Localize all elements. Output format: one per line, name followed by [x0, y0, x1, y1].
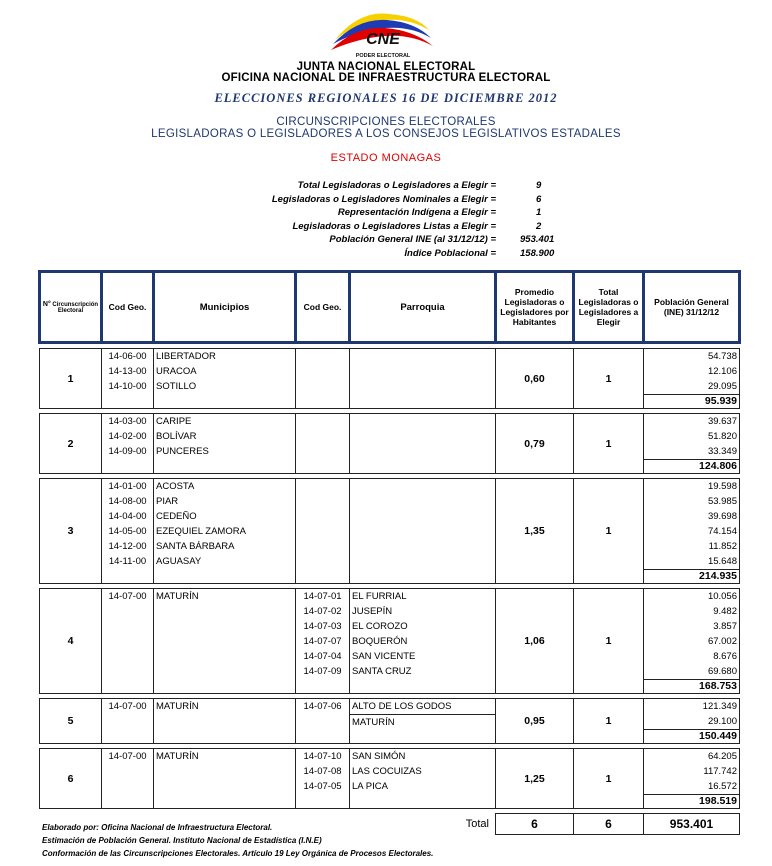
poblacion-value-cell — [644, 749, 740, 809]
table-row — [40, 349, 740, 409]
parroquia-cod-geo: 14-07-08 — [303, 766, 342, 777]
poblacion-subtotal: 124.806 — [644, 459, 739, 473]
logo-subtext: PODER ELECTORAL — [355, 53, 411, 59]
parroquia-cod-geo-cell — [296, 479, 350, 584]
summary-value: 953.401 — [520, 234, 555, 245]
poblacion-subtotal: 95.939 — [644, 394, 739, 408]
poblacion-value: 19.598 — [707, 481, 737, 492]
poblacion-value-cell — [644, 589, 740, 694]
municipio: PUNCERES — [156, 446, 209, 457]
poblacion-value-cell — [644, 414, 740, 474]
circunscripcion-number: 1 — [40, 349, 102, 409]
poblacion-subtotal: 198.519 — [644, 794, 739, 808]
parroquia: ALTO DE LOS GODOS — [350, 699, 495, 715]
cod-geo-cell — [102, 414, 154, 474]
municipio-cell — [154, 749, 296, 809]
poblacion-value: 67.002 — [707, 636, 737, 647]
promedio-value: 1,35 — [496, 479, 574, 584]
poblacion-value: 11.852 — [708, 541, 737, 552]
cod-geo: 14-05-00 — [108, 526, 147, 537]
poblacion-value: 117.742 — [703, 766, 737, 777]
col-cod-geo: Cod Geo. — [102, 272, 154, 343]
municipio: CARIPE — [156, 416, 192, 427]
promedio-value: 1,06 — [496, 589, 574, 694]
cod-geo: 14-04-00 — [108, 511, 147, 522]
parroquia-cod-geo: 14-07-09 — [303, 666, 342, 677]
parroquia: SAN VICENTE — [352, 651, 416, 662]
summary-label: Representación Indígena a Elegir = — [337, 207, 496, 218]
cod-geo: 14-07-00 — [108, 701, 147, 712]
cod-geo: 14-08-00 — [108, 496, 147, 507]
poblacion-value: 74.154 — [707, 526, 737, 537]
total-promedio: 6 — [496, 814, 574, 835]
summary-label: Índice Poblacional = — [404, 248, 496, 259]
footer-line3: Conformación de las Circunscripciones Electorales. Artículo 19 Ley Orgánica de Procesos Electorales. — [42, 849, 434, 858]
parroquia: MATURÍN — [352, 717, 395, 728]
circunscripcion-number: 6 — [40, 749, 102, 809]
summary-value: 158.900 — [520, 248, 555, 259]
parroquia-cod-geo: 14-07-03 — [303, 621, 342, 632]
municipio: LIBERTADOR — [156, 351, 216, 362]
municipio-cell — [154, 349, 296, 409]
summary-label: Población General INE (al 31/12/12) = — [329, 234, 496, 245]
footer-line2: Estimación de Población General. Instituto Nacional de Estadística (I.N.E) — [42, 836, 322, 845]
municipio: SANTA BÁRBARA — [156, 541, 235, 552]
cod-geo: 14-10-00 — [108, 381, 147, 392]
cod-geo: 14-02-00 — [108, 431, 147, 442]
table-row — [40, 699, 740, 744]
circunscripcion-number: 3 — [40, 479, 102, 584]
cod-geo-cell — [102, 749, 154, 809]
cod-geo: 14-07-00 — [108, 591, 147, 602]
total-value: 1 — [574, 414, 644, 474]
cod-geo-cell — [102, 349, 154, 409]
header-line1: JUNTA NACIONAL ELECTORAL — [296, 61, 476, 73]
summary-value: 6 — [536, 194, 542, 205]
poblacion-subtotal: 168.753 — [644, 679, 739, 693]
municipio: CEDEÑO — [156, 511, 197, 522]
cod-geo: 14-06-00 — [108, 351, 147, 362]
municipio: MATURÍN — [156, 591, 199, 602]
summary-value: 1 — [536, 207, 542, 218]
cod-geo: 14-12-00 — [108, 541, 147, 552]
poblacion-value-cell — [644, 699, 740, 744]
table-row — [40, 589, 740, 694]
table-row — [40, 479, 740, 584]
cod-geo: 14-09-00 — [108, 446, 147, 457]
parroquia-cod-geo-cell — [296, 414, 350, 474]
circunscripciones-table — [38, 270, 741, 835]
summary-label: Total Legisladoras o Legisladores a Elegir = — [297, 180, 496, 191]
poblacion-value: 12.106 — [707, 366, 737, 377]
municipio: URACOA — [156, 366, 197, 377]
table-row — [40, 414, 740, 474]
col-promedio: Promedio Legisladoras o Legisladores por Habitantes — [496, 272, 574, 343]
parroquia-cell — [350, 699, 496, 744]
poblacion-value: 39.637 — [707, 416, 737, 427]
summary-value: 9 — [536, 180, 542, 191]
poblacion-subtotal: 150.449 — [644, 729, 739, 743]
col-circunscripcion: N° Circunscripción Electoral — [40, 272, 102, 343]
poblacion-value: 53.985 — [707, 496, 737, 507]
parroquia-cod-geo-cell — [296, 589, 350, 694]
circunscripcion-number: 2 — [40, 414, 102, 474]
poblacion-value: 15.648 — [707, 556, 737, 567]
cod-geo-cell — [102, 589, 154, 694]
total-label: Total — [465, 818, 489, 830]
poblacion-value: 29.095 — [707, 381, 737, 392]
parroquia: LAS COCUIZAS — [352, 766, 422, 777]
poblacion-value: 121.349 — [702, 701, 737, 712]
col-cod-geo-2: Cod Geo. — [296, 272, 350, 343]
poblacion-value: 16.572 — [707, 781, 737, 792]
parroquia: EL FURRIAL — [352, 591, 407, 602]
parroquia-cod-geo: 14-07-04 — [303, 651, 342, 662]
municipio: MATURÍN — [156, 701, 199, 712]
poblacion-value: 9.482 — [713, 606, 737, 617]
total-poblacion: 953.401 — [644, 814, 740, 835]
state-title: ESTADO MONAGAS — [330, 152, 442, 164]
cne-logo — [329, 8, 437, 60]
poblacion-value: 10.056 — [707, 591, 737, 602]
cod-geo: 14-01-00 — [108, 481, 147, 492]
parroquia-cod-geo-cell — [296, 699, 350, 744]
parroquia-cod-geo: 14-07-10 — [303, 751, 342, 762]
poblacion-value: 54.738 — [707, 351, 737, 362]
poblacion-value: 33.349 — [707, 446, 737, 457]
summary-value: 2 — [536, 221, 542, 232]
parroquia-cod-geo: 14-07-07 — [303, 636, 342, 647]
parroquia-cod-geo-cell — [296, 749, 350, 809]
municipio-cell — [154, 479, 296, 584]
circunscripcion-number: 4 — [40, 589, 102, 694]
parroquia-cell — [350, 479, 496, 584]
parroquia: SANTA CRUZ — [352, 666, 412, 677]
parroquia: LA PICA — [352, 781, 388, 792]
poblacion-value: 64.205 — [707, 751, 737, 762]
total-value: 1 — [574, 479, 644, 584]
cod-geo: 14-11-00 — [108, 556, 147, 567]
header-line2: OFICINA NACIONAL DE INFRAESTRUCTURA ELECTORAL — [221, 72, 551, 84]
summary-label: Legisladoras o Legisladores Listas a Elegir = — [292, 221, 496, 232]
parroquia: BOQUERÓN — [352, 636, 408, 647]
parroquia: EL COROZO — [352, 621, 408, 632]
summary-label: Legisladoras o Legisladores Nominales a Elegir = — [271, 194, 496, 205]
circunscripcion-number: 5 — [40, 699, 102, 744]
col-total: Total Legisladoras o Legisladores a Elegir — [574, 272, 644, 343]
total-legisladores: 6 — [574, 814, 644, 835]
poblacion-value: 69.680 — [707, 666, 737, 677]
poblacion-value: 8.676 — [713, 651, 737, 662]
municipio: ACOSTA — [156, 481, 195, 492]
parroquia: SAN SIMÓN — [352, 751, 406, 762]
municipio: EZEQUIEL ZAMORA — [156, 526, 246, 537]
parroquia-cell — [350, 414, 496, 474]
col-poblacion: Población General (INE) 31/12/12 — [644, 272, 740, 343]
parroquia-cod-geo: 14-07-01 — [303, 591, 342, 602]
municipio-cell — [154, 699, 296, 744]
poblacion-value: 39.698 — [707, 511, 737, 522]
cod-geo: 14-13-00 — [108, 366, 147, 377]
poblacion-value: 29.100 — [707, 716, 737, 727]
subtitle-line2: LEGISLADORAS O LEGISLADORES A LOS CONSEJOS LEGISLATIVOS ESTADALES — [151, 128, 621, 140]
total-value: 1 — [574, 349, 644, 409]
poblacion-value-cell — [644, 479, 740, 584]
parroquia-cod-geo: 14-07-05 — [303, 781, 342, 792]
municipio: MATURÍN — [156, 751, 199, 762]
poblacion-value: 3.857 — [713, 621, 737, 632]
parroquia-cell — [350, 349, 496, 409]
table-row — [40, 749, 740, 809]
municipio: BOLÍVAR — [156, 431, 197, 442]
subtitle-line1: CIRCUNSCRIPCIONES ELECTORALES — [276, 116, 496, 128]
municipio-cell — [154, 589, 296, 694]
parroquia-cell — [350, 749, 496, 809]
municipio: SOTILLO — [156, 381, 197, 392]
promedio-value: 1,25 — [496, 749, 574, 809]
cod-geo-cell — [102, 699, 154, 744]
poblacion-value-cell — [644, 349, 740, 409]
poblacion-value: 51.820 — [707, 431, 737, 442]
table-header — [40, 272, 740, 343]
total-value: 1 — [574, 749, 644, 809]
poblacion-subtotal: 214.935 — [644, 569, 739, 583]
total-value: 1 — [574, 589, 644, 694]
promedio-value: 0,60 — [496, 349, 574, 409]
cod-geo: 14-03-00 — [108, 416, 147, 427]
col-parroquia: Parroquia — [350, 272, 496, 343]
municipio: PIAR — [156, 496, 179, 507]
municipio: AGUASAY — [156, 556, 202, 567]
col-municipios: Municipios — [154, 272, 296, 343]
logo-text: CNE — [366, 31, 400, 48]
promedio-value: 0,95 — [496, 699, 574, 744]
election-title: ELECCIONES REGIONALES 16 DE DICIEMBRE 2012 — [214, 91, 558, 105]
parroquia-cod-geo: 14-07-06 — [303, 701, 342, 712]
promedio-value: 0,79 — [496, 414, 574, 474]
parroquia-cod-geo: 14-07-02 — [303, 606, 342, 617]
parroquia-cod-geo-cell — [296, 349, 350, 409]
parroquia: JUSEPÍN — [352, 606, 393, 617]
total-value: 1 — [574, 699, 644, 744]
parroquia-cell — [350, 589, 496, 694]
cod-geo: 14-07-00 — [108, 751, 147, 762]
footer-line1: Elaborado por: Oficina Nacional de Infraestructura Electoral. — [42, 823, 273, 832]
cod-geo-cell — [102, 479, 154, 584]
municipio-cell — [154, 414, 296, 474]
